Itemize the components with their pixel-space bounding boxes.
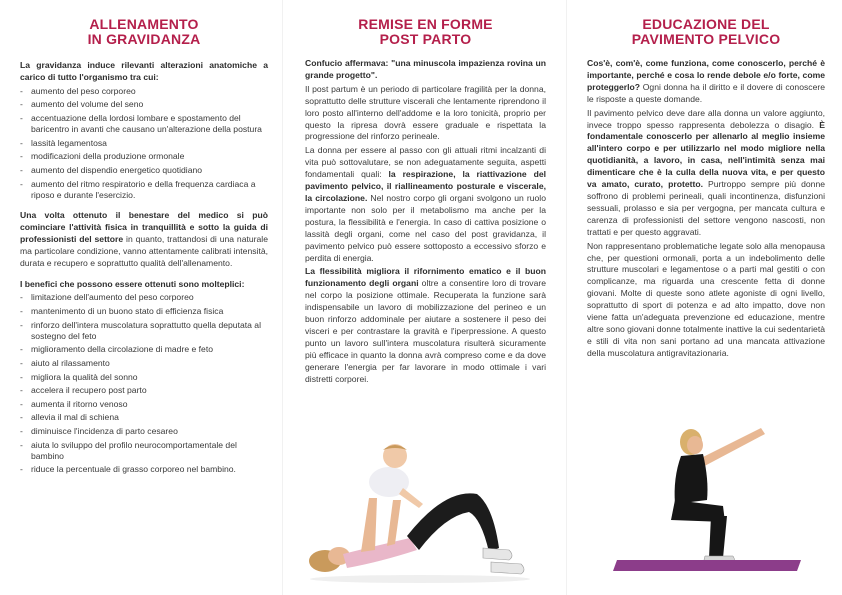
right-arm	[387, 500, 401, 546]
pelvic-value-paragraph: Il pavimento pelvico deve dare alla donna un valore aggiunto, invece troppo spesso rappresenta debolezza o disagio. È fondamentale conoscerlo per allenarlo al meglio insieme all'intero corpo e per utilizzarlo nel modo migliore nella quotidianità, a lavoro, in casa, nell'intimità senza mai dimenticare che è la culla della nuova vita, e per questo va amato, curato, protetto. Purtroppo sempre più donne soffrono di problemi perineali, quali incontinenza, disfunzioni sessuali, prolasso e sia per vergogna, per mancata cultura e carenza di professionisti del settore vengono nascosti, non trattati e per questo aggravati.	[587, 107, 826, 237]
menopause-paragraph: Non rappresentano problematiche legate solo alla menopausa che, per questioni ormonali, porta a un indebolimento delle strutture muscolari e legamentose o a parti mal gestiti o con complicanze, ma riguarda una crescente fetta di donne giovani. Molte di queste sono atlete agoniste di ogni livello, soprattutto di sport di potenza e ad alto impatto, dove non viene fatta un'adeguata prevenzione ed educazione, mentre altre sono giovani donne totalmente inattive la cui sedentarietà e stili di vita non sani portano ad una mancata attivazione della muscolatura antigravitazionaria.	[587, 240, 825, 358]
floor-shadow	[310, 575, 530, 583]
benefit-item: - accelera il recupero post parto	[20, 385, 268, 396]
squat-exercise-photo	[611, 420, 807, 575]
column-remise-en-forme	[305, 0, 546, 595]
title-line-2: POST PARTO	[379, 31, 472, 47]
change-item: - aumento del peso corporeo	[20, 86, 268, 97]
questions-paragraph: Cos'è, com'è, come funziona, come conoscerlo, perché è importante, perché e cosa lo rende debole e/o forte, come proteggerlo? Ogni donna ha il diritto e il dovere di conoscere le risposte a queste domande.	[587, 58, 825, 104]
benefit-item: - rinforzo dell'intera muscolatura soprattutto quella deputata al sostegno del feto	[20, 320, 268, 342]
shoe	[483, 548, 512, 560]
section-title	[20, 17, 268, 47]
post-partum-paragraph: Il post partum è un periodo di particolare fragilità per la donna, soprattutto delle strutture viscerali che lentamente riprendono il loro posto all'interno dell'addome e la loro tonicità, proprio per questo la ripresa dovrà essere graduale e rispettata la progressione del rinforzo perineale.	[305, 83, 546, 142]
purple-mat	[613, 560, 801, 571]
benefit-item: - aiuto al rilassamento	[20, 358, 268, 369]
changes-list	[20, 86, 268, 201]
change-item: - aumento del dispendio energetico quotidiano	[20, 165, 268, 176]
confucius-quote: Confucio affermava: "una minuscola impazienza rovina un grande progetto".	[305, 58, 546, 80]
section-title	[587, 17, 825, 47]
baby-leg	[399, 488, 423, 508]
benefit-item: - migliora la qualità del sonno	[20, 372, 268, 383]
pink-top	[343, 538, 417, 568]
benefit-item: - riduce la percentuale di grasso corporeo nel bambino.	[20, 464, 268, 475]
flexibility-paragraph: La flessibilità migliora il rifornimento ematico e il buon funzionamento degli organi oltre a consentire loro di trovare nel corpo la posizione ottimale. Recuperata la funzione sarà indispensabile un lavoro di mobilizzazione del perineo e un buon rinforzo addominale per aiutare a sostenere il peso dei visceri e per contrastare la gravità e l'iperpressione. A questo punto un lavoro sull'intera muscolatura risulterà sicuramente più efficace in quanto la donna avrà compreso come e da dove generare l'energia per far lavorare in modo ottimale i vari distretti corporei.	[305, 266, 546, 384]
change-item: - modificazioni della produzione ormonale	[20, 151, 268, 162]
benefit-item: - diminuisce l'incidenza di parto cesareo	[20, 426, 268, 437]
fundamentals-paragraph: La donna per essere al passo con gli attuali ritmi incalzanti di vita può sottovalutare, se non adeguatamente seguita, aspetti fondamentali quali: la respirazione, la riattivazione del pavimento pelvico, il riallineamento posturale e viscerale, la circolazione. Nel nostro corpo gli organi svolgono un ruolo importante non solo per il metabolismo ma anche per la postura, la flessibilità e l'energia. In caso di cattiva posizione o lassità degli organi, come nel caso del post gravidanza, il pavimento pelvico può essere sottoposto a eccessivo sforzo e perdita di energia.	[305, 145, 546, 263]
title-line-1: EDUCAZIONE DEL	[642, 16, 770, 32]
benefit-item: - miglioramento della circolazione di madre e feto	[20, 344, 268, 355]
shins	[709, 516, 727, 558]
title-line-2: PAVIMENTO PELVICO	[631, 31, 781, 47]
title-line-1: ALLENAMENTO	[89, 16, 199, 32]
face	[687, 436, 703, 454]
section-title	[305, 17, 546, 47]
change-item: - aumento del volume del seno	[20, 99, 268, 110]
black-top	[675, 454, 708, 504]
column-body	[20, 60, 268, 485]
title-line-2: IN GRAVIDANZA	[87, 31, 201, 47]
change-item: - accentuazione della lordosi lombare e spostamento del baricentro in avanti che causano un'alterazione della postura	[20, 113, 268, 135]
change-item: - lassità legamentosa	[20, 138, 268, 149]
doctor-approval-paragraph: Una volta ottenuto il benestare del medico si può cominciare l'attività fisica in tranquillità e sotto la guida di professionisti del settore in quanto, trattandosi di una naturale ma particolare condizione, vanno attentamente calibrati intensità, durata e recupero e soprattutto qualità dell'allenamento.	[20, 209, 268, 268]
shoe	[491, 562, 524, 574]
column-allenamento-in-gravidanza	[20, 0, 268, 595]
benefits-list	[20, 292, 268, 475]
black-pants	[407, 493, 499, 552]
benefit-item: - allevia il mal di schiena	[20, 412, 268, 423]
column-educazione-pavimento-pelvico	[587, 0, 825, 595]
change-item: - aumento del ritmo respiratorio e della frequenza cardiaca a riposo e durante l'esercizio.	[20, 179, 268, 201]
column-body	[305, 58, 546, 394]
benefits-intro: I benefici che possono essere ottenuti sono molteplici:	[20, 278, 245, 289]
column-body	[587, 58, 825, 369]
fold-line-1	[282, 0, 283, 595]
intro-paragraph: La gravidanza induce rilevanti alterazioni anatomiche a carico di tutto l'organismo tra cui:	[20, 60, 268, 82]
left-arm	[361, 498, 377, 552]
fold-line-2	[566, 0, 567, 595]
benefit-item: - aiuta lo sviluppo del profilo neurocomportamentale del bambino	[20, 440, 268, 462]
benefit-item: - aumenta il ritorno venoso	[20, 399, 268, 410]
mother-baby-exercise-photo	[295, 436, 545, 586]
title-line-1: REMISE EN FORME	[358, 16, 493, 32]
benefit-item: - mantenimento di un buono stato di efficienza fisica	[20, 306, 268, 317]
benefit-item: - limitazione dell'aumento del peso corporeo	[20, 292, 268, 303]
